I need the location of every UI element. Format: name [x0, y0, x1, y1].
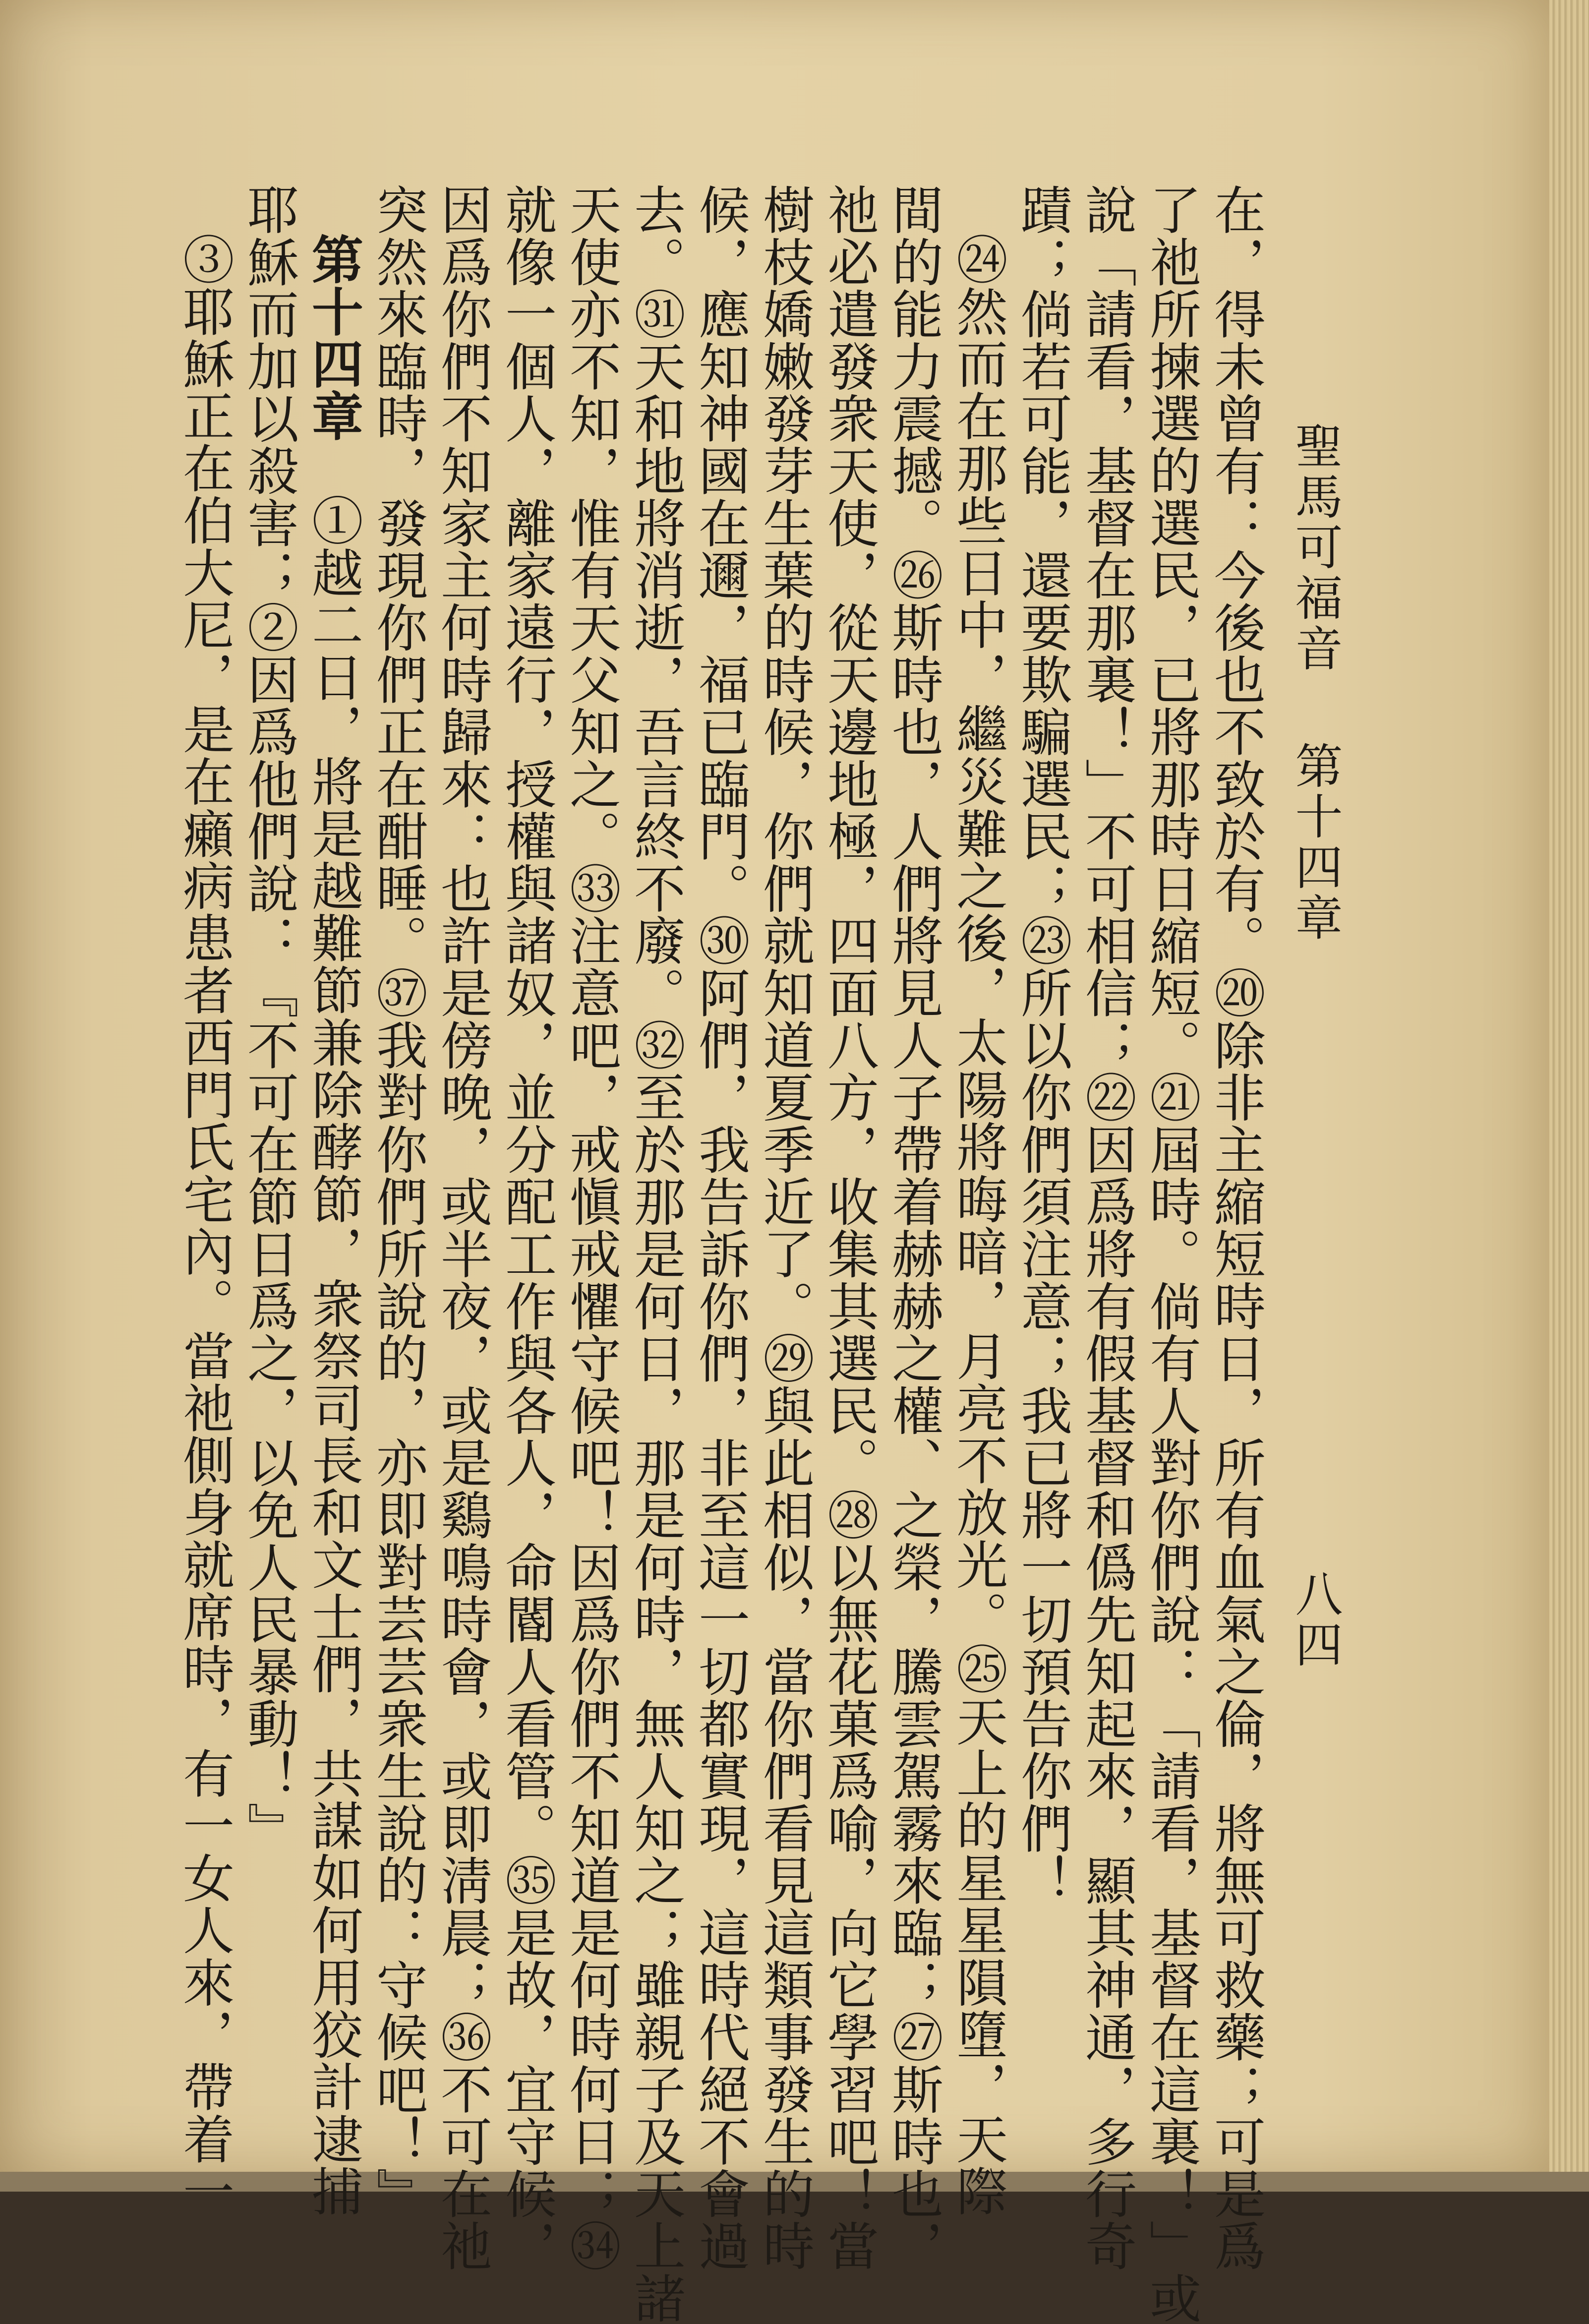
text-column-2: 了祂所揀選的選民，已將那時日縮短。㉑屆時。倘有人對你們說：「請看，基督在這裏！」或: [1141, 183, 1201, 2324]
chapter-opening-text: ①越二日，將是越難節兼除酵節，衆祭司長和文士們，共謀如何用狡計逮捕: [303, 494, 363, 2217]
text-column-1: 在，得未曾有：今後也不致於有。⑳除非主縮短時日，所有血氣之倫，將無可救藥；可是爲: [1205, 183, 1266, 2272]
text-column-5: ㉔然而在那些日中，繼災難之後，太陽將晦暗，月亮不放光。㉕天上的星星隕墮，天際: [947, 233, 1008, 2217]
text-column-10: 去。㉛天和地將消逝，吾言終不廢。㉜至於那是何日，那是何時，無人知之；雖親子及天上諸: [625, 183, 686, 2324]
text-column-13: 因爲你們不知家主何時歸來：也許是傍晚，或半夜，或是鷄鳴時會，或即淸晨；㊱不可在祂: [432, 183, 492, 2272]
text-column-11: 天使亦不知，惟有天父知之。㉝注意吧，戒愼戒懼守候吧！因爲你們不知道是何時何日；㉞: [561, 183, 621, 2272]
text-column-15: [303, 233, 364, 2217]
text-column-6: 間的能力震撼。㉖斯時也，人們將見人子帶着赫赫之權、之榮，騰雲駕霧來臨；㉗斯時也，: [883, 183, 943, 2272]
text-column-17: ③耶穌正在伯大尼，是在癩病患者西門氏宅內。當祂側身就席時，有一女人來，帶着一: [174, 233, 235, 2217]
text-column-7: 祂必遣發衆天使，從天邊地極，四面八方，收集其選民。㉘以無花菓爲喻，向它學習吧！當: [819, 183, 879, 2272]
text-column-4: 蹟；倘若可能，還要欺騙選民；㉓所以你們須注意；我已將一切預告你們！: [1012, 183, 1072, 1907]
text-column-3: 說「請看，基督在那裏！」不可相信；㉒因爲將有假基督和僞先知起來，顯其神通，多行奇: [1076, 183, 1137, 2272]
chapter-heading: 第十四章: [303, 233, 364, 442]
page-number: 八四: [1288, 1569, 1343, 1670]
text-column-12: 就像一個人，離家遠行，授權與諸奴，並分配工作與各人，命閽人看管。㉟是故，宜守候，: [496, 183, 557, 2272]
text-column-14: 突然來臨時，發現你們正在酣睡。㊲我對你們所說的，亦即對芸芸衆生說的：守候吧！』: [367, 183, 428, 2220]
page-stack-edge: [1549, 0, 1589, 2192]
book-title: 聖馬可福音: [1288, 421, 1343, 674]
text-column-9: 候，應知神國在邇，福已臨門。㉚阿們，我告訴你們，非至這一切都實現，這時代絕不會過: [690, 183, 750, 2272]
chapter-header: 第十四章: [1288, 741, 1343, 944]
text-column-8: 樹枝嬌嫩發芽生葉的時候，你們就知道夏季近了。㉙與此相似，當你們看見這類事發生的時: [754, 183, 815, 2272]
text-column-16: 耶穌而加以殺害；②因爲他們說：『不可在節日爲之，以免人民暴動！』: [238, 183, 299, 1854]
